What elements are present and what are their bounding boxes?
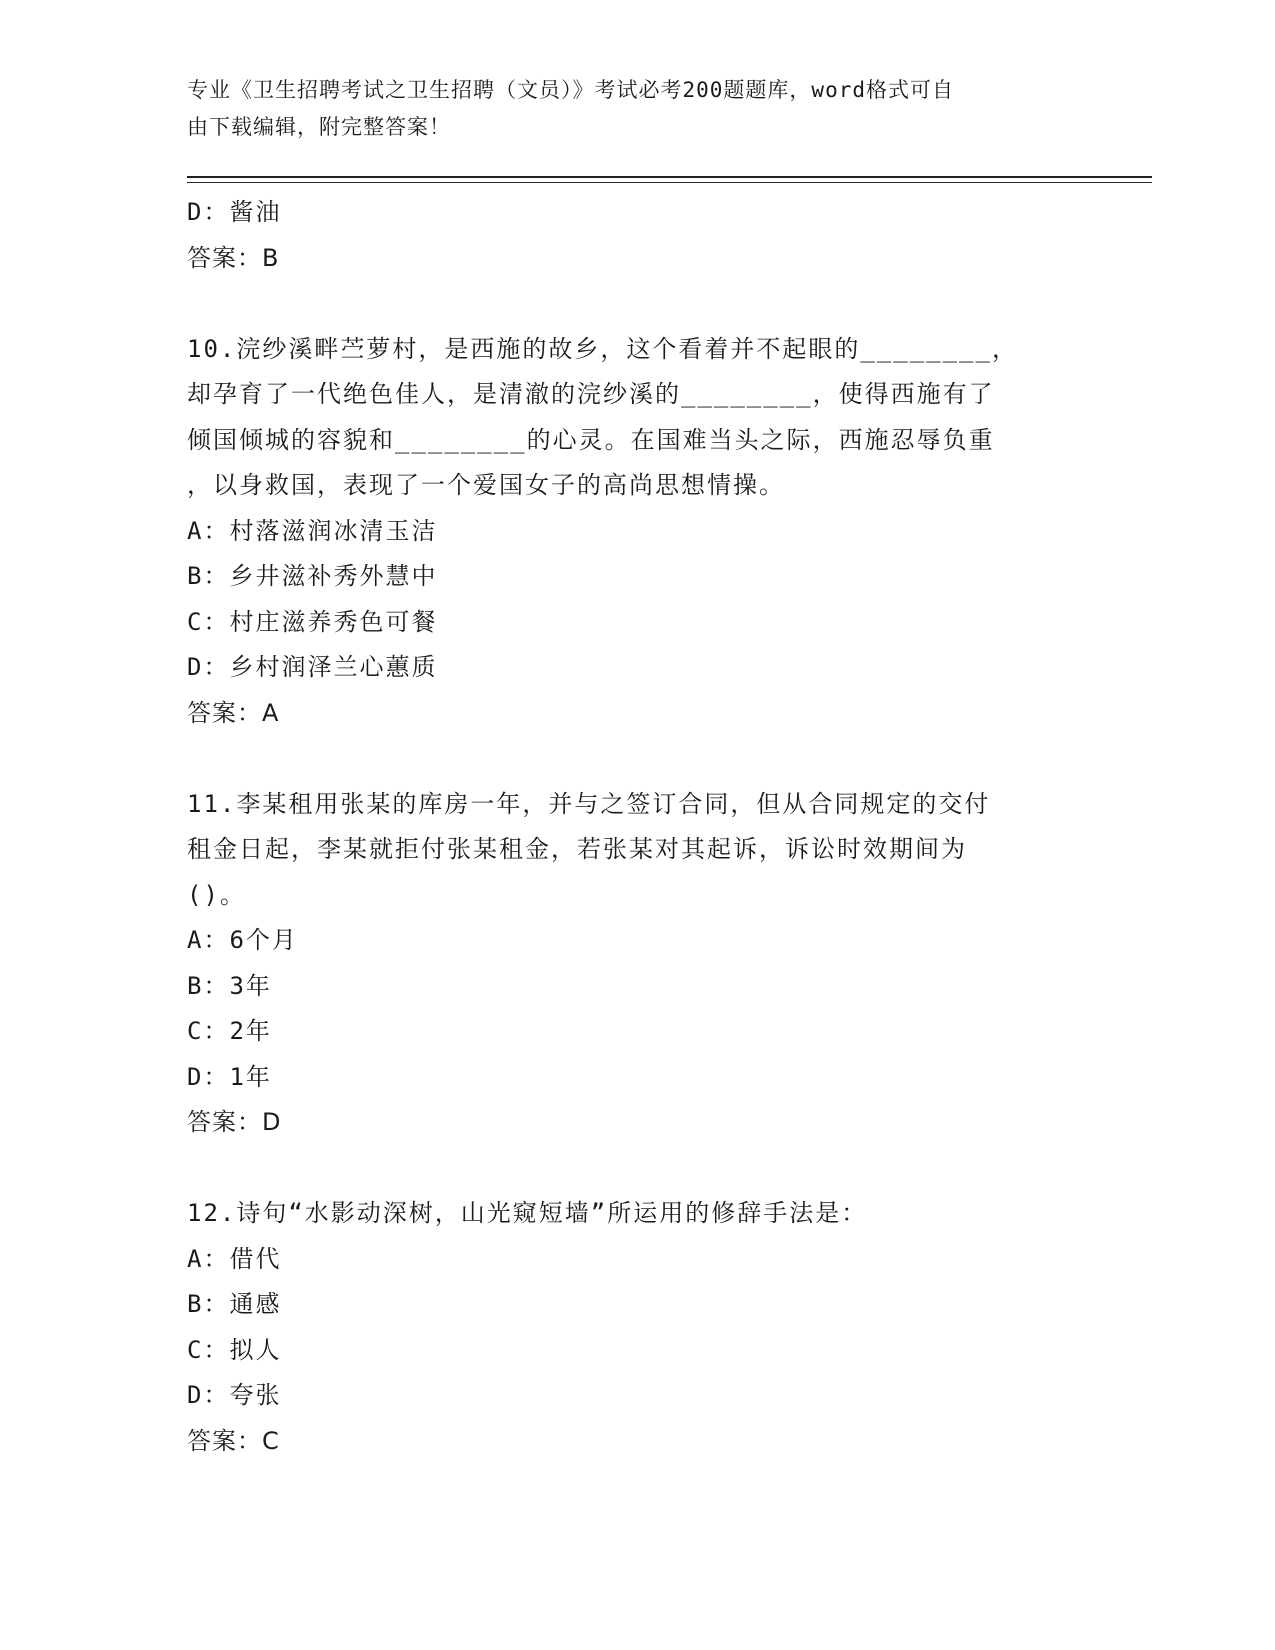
option-c: C：拟人 bbox=[187, 1335, 282, 1364]
question-stem-line: 倾国倾城的容貌和________的心灵。在国难当头之际，西施忍辱负重 bbox=[187, 425, 995, 454]
option-c: C：村庄滋养秀色可餐 bbox=[187, 607, 438, 636]
question-stem-line: 却孕育了一代绝色佳人，是清澈的浣纱溪的________，使得西施有了 bbox=[187, 380, 995, 408]
option-d: D：夸张 bbox=[187, 1381, 282, 1409]
question-10 bbox=[187, 327, 1087, 737]
option-d: D：酱油 bbox=[187, 198, 282, 226]
option-d: D：乡村润泽兰心蕙质 bbox=[187, 653, 438, 681]
option-c: C：2年 bbox=[187, 1017, 272, 1045]
question-stem-line: ，以身救国，表现了一个爱国女子的高尚思想情操。 bbox=[187, 471, 785, 499]
header-line-2: 由下载编辑，附完整答案！ bbox=[187, 115, 451, 139]
option-b: B：通感 bbox=[187, 1290, 282, 1318]
document-header bbox=[187, 72, 1067, 146]
answer-label: 答案：A bbox=[187, 698, 280, 727]
option-a: A：村落滋润冰清玉洁 bbox=[187, 516, 438, 545]
question-11 bbox=[187, 782, 1087, 1146]
question-stem-line: ()。 bbox=[187, 880, 246, 909]
question-stem-line: 11.李某租用张某的库房一年，并与之签订合同，但从合同规定的交付 bbox=[187, 789, 991, 818]
question-12 bbox=[187, 1191, 1087, 1464]
header-rule-thick bbox=[187, 176, 1152, 178]
option-a: A：6个月 bbox=[187, 926, 298, 954]
option-a: A：借代 bbox=[187, 1244, 282, 1273]
option-b: B：乡井滋补秀外慧中 bbox=[187, 562, 438, 590]
previous-question-tail bbox=[187, 190, 1087, 281]
answer-label: 答案：B bbox=[187, 243, 280, 272]
option-b: B：3年 bbox=[187, 971, 272, 1000]
question-content bbox=[187, 190, 1087, 1464]
header-line-1: 专业《卫生招聘考试之卫生招聘（文员）》考试必考200题题库，word格式可自 bbox=[187, 78, 954, 102]
question-stem-line: 12.诗句“水影动深树，山光窥短墙”所运用的修辞手法是： bbox=[187, 1199, 868, 1227]
question-stem-line: 10.浣纱溪畔苎萝村，是西施的故乡，这个看着并不起眼的________， bbox=[187, 334, 1018, 363]
spacer bbox=[187, 1146, 1087, 1192]
answer-label: 答案：C bbox=[187, 1426, 280, 1455]
question-stem-line: 租金日起，李某就拒付张某租金，若张某对其起诉，诉讼时效期间为 bbox=[187, 835, 967, 863]
option-d: D：1年 bbox=[187, 1062, 272, 1091]
spacer bbox=[187, 281, 1087, 327]
answer-label: 答案：D bbox=[187, 1108, 282, 1136]
spacer bbox=[187, 736, 1087, 782]
header-rule-thin bbox=[187, 182, 1152, 183]
